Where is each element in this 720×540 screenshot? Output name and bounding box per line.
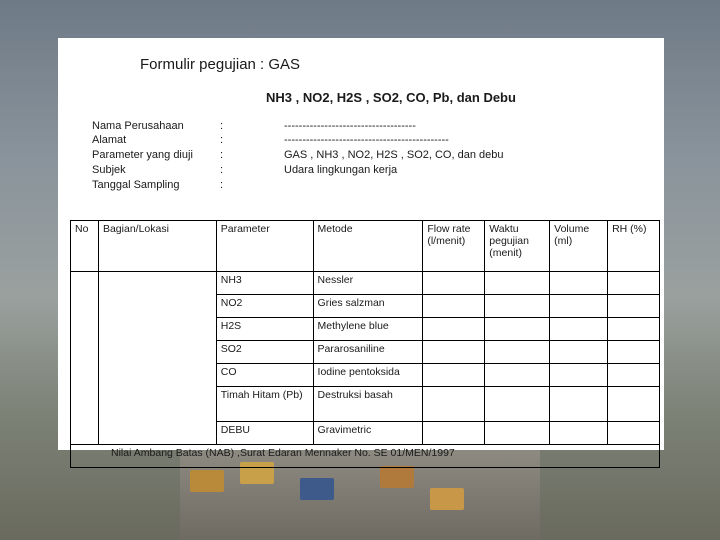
field-value: --------------------------------------------- xyxy=(284,134,449,146)
col-header: Flow rate (l/menit) xyxy=(423,221,485,272)
field-value: ------------------------------------ xyxy=(284,120,416,132)
parameter-cell: H2S xyxy=(216,318,313,341)
sampling-table xyxy=(70,220,660,468)
method-cell: Gries salzman xyxy=(313,295,423,318)
parameter-cell: DEBU xyxy=(216,422,313,445)
parameter-cell: NO2 xyxy=(216,295,313,318)
field-label: Nama Perusahaan xyxy=(92,120,184,132)
field-label: Tanggal Sampling xyxy=(92,179,180,191)
method-cell: Nessler xyxy=(313,272,423,295)
truck xyxy=(380,466,414,488)
field-label: Parameter yang diuji xyxy=(92,149,193,161)
table-row xyxy=(71,272,660,295)
col-header: Volume (ml) xyxy=(550,221,608,272)
field-colon: : xyxy=(220,179,224,191)
field-colon: : xyxy=(220,120,224,132)
parameter-cell: Timah Hitam (Pb) xyxy=(216,387,313,422)
no-cell xyxy=(71,272,99,445)
method-cell: Gravimetric xyxy=(313,422,423,445)
form-title: Formulir pegujian : GAS xyxy=(140,56,301,73)
field-colon: : xyxy=(220,164,224,176)
col-header: No xyxy=(71,221,99,272)
field-label: Alamat xyxy=(92,134,127,146)
form-card xyxy=(58,38,664,459)
method-cell: Destruksi basah xyxy=(313,387,423,422)
col-header: Parameter xyxy=(216,221,313,272)
col-header: Waktu pegujian (menit) xyxy=(485,221,550,272)
field-colon: : xyxy=(220,134,224,146)
method-cell: Methylene blue xyxy=(313,318,423,341)
col-header: RH (%) xyxy=(608,221,660,272)
field-label: Subjek xyxy=(92,164,126,176)
parameter-cell: SO2 xyxy=(216,341,313,364)
parameter-cell: CO xyxy=(216,364,313,387)
truck xyxy=(430,488,464,510)
form-subtitle: NH3 , NO2, H2S , SO2, CO, Pb, dan Debu xyxy=(266,90,516,105)
parameter-cell: NH3 xyxy=(216,272,313,295)
method-cell: Pararosaniline xyxy=(313,341,423,364)
location-cell xyxy=(98,272,216,445)
truck xyxy=(190,470,224,492)
truck xyxy=(300,478,334,500)
field-value: Udara lingkungan kerja xyxy=(284,164,398,176)
method-cell: Iodine pentoksida xyxy=(313,364,423,387)
field-colon: : xyxy=(220,149,224,161)
table-header-row xyxy=(71,221,660,272)
col-header: Bagian/Lokasi xyxy=(98,221,216,272)
col-header: Metode xyxy=(313,221,423,272)
table-footer-row xyxy=(71,445,660,468)
nab-reference: Nilai Ambang Batas (NAB) ,Surat Edaran Mennaker No. SE 01/MEN/1997 xyxy=(71,445,660,468)
field-value: GAS , NH3 , NO2, H2S , SO2, CO, dan debu xyxy=(284,149,504,161)
